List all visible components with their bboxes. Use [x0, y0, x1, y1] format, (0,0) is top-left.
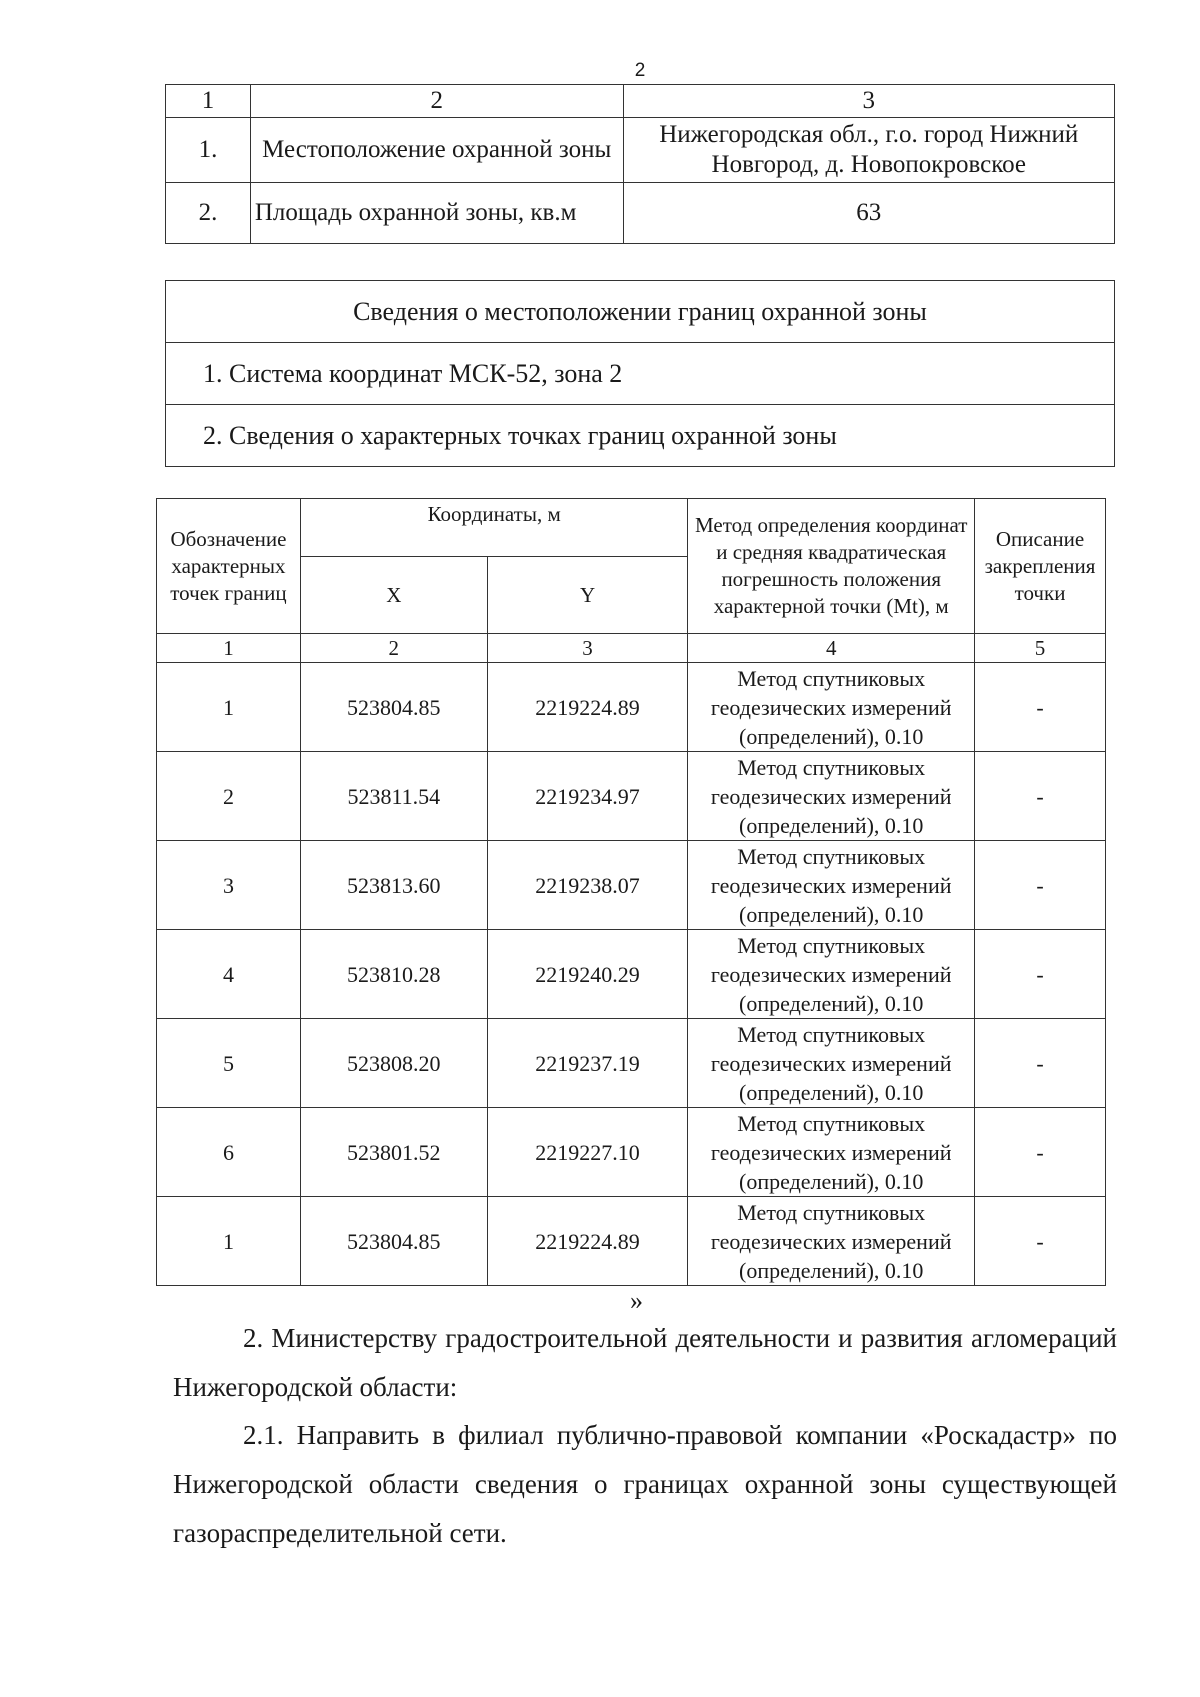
zone-info-table — [165, 84, 1115, 244]
method-line: Метод спутниковых — [737, 665, 926, 691]
closing-quote: » — [630, 1286, 643, 1315]
y-cell: 2219240.29 — [487, 930, 688, 1019]
header-cell: 3 — [623, 85, 1114, 118]
method-line: Метод спутниковых — [737, 1199, 926, 1225]
table-row — [166, 118, 1115, 183]
row-value — [623, 118, 1114, 183]
x-cell: 523801.52 — [300, 1108, 487, 1197]
table-row — [157, 663, 1106, 752]
point-cell: 5 — [157, 1019, 301, 1108]
method-cell — [688, 752, 975, 841]
table-row — [157, 930, 1106, 1019]
y-cell: 2219234.97 — [487, 752, 688, 841]
method-line: Метод спутниковых — [737, 754, 926, 780]
column-numbers-row — [157, 634, 1106, 663]
method-line: геодезических измерений — [710, 1228, 952, 1254]
row-number: 2. — [166, 183, 251, 244]
method-line: (определений), 0.10 — [739, 1079, 924, 1105]
table-row — [157, 1197, 1106, 1286]
header-description: Описание закрепления точки — [975, 499, 1106, 634]
point-cell: 6 — [157, 1108, 301, 1197]
location-line: Нижегородская обл., г.о. город Нижний — [659, 121, 1079, 148]
table-row — [157, 1108, 1106, 1197]
x-cell: 523813.60 — [300, 841, 487, 930]
page-number: 2 — [634, 60, 646, 81]
method-line: геодезических измерений — [710, 783, 952, 809]
header-cell: 2 — [250, 85, 623, 118]
point-cell: 1 — [157, 1197, 301, 1286]
method-cell — [688, 1108, 975, 1197]
table-header-row — [166, 85, 1115, 118]
x-cell: 523804.85 — [300, 663, 487, 752]
point-cell: 3 — [157, 841, 301, 930]
method-line: геодезических измерений — [710, 961, 952, 987]
y-cell: 2219224.89 — [487, 1197, 688, 1286]
coordinate-system: 1. Система координат МСК-52, зона 2 — [166, 343, 1115, 405]
method-line: (определений), 0.10 — [739, 901, 924, 927]
table-header-row — [157, 499, 1106, 557]
point-cell: 4 — [157, 930, 301, 1019]
column-number: 3 — [487, 634, 688, 663]
method-cell — [688, 663, 975, 752]
point-cell: 1 — [157, 663, 301, 752]
method-line: геодезических измерений — [710, 694, 952, 720]
method-cell — [688, 841, 975, 930]
y-cell: 2219237.19 — [487, 1019, 688, 1108]
column-number: 4 — [688, 634, 975, 663]
header-cell: 1 — [166, 85, 251, 118]
table-row — [157, 752, 1106, 841]
x-cell: 523811.54 — [300, 752, 487, 841]
description-cell: - — [975, 752, 1106, 841]
table-row — [157, 1019, 1106, 1108]
header-method: Метод определения координат и средняя квадратическая погрешность положения характерной точки (Mt), м — [688, 499, 975, 634]
paragraph-text: 2.1. Направить в филиал публично-правовой компании «Роскадастр» по Нижегородской области сведения о границах охранной зоны существующей газораспределительной сети. — [173, 1420, 1117, 1548]
location-line: Новгород, д. Новопокровское — [711, 151, 1026, 178]
description-cell: - — [975, 1197, 1106, 1286]
method-line: (определений), 0.10 — [739, 990, 924, 1016]
method-line: (определений), 0.10 — [739, 1168, 924, 1194]
row-label: Площадь охранной зоны, кв.м — [250, 183, 623, 244]
row-value: 63 — [623, 183, 1114, 244]
paragraph-ministry — [173, 1314, 1117, 1412]
method-cell — [688, 1019, 975, 1108]
description-cell: - — [975, 1019, 1106, 1108]
description-cell: - — [975, 663, 1106, 752]
header-point: Обозначение характерных точек границ — [157, 499, 301, 634]
header-coords: Координаты, м — [300, 499, 687, 557]
method-line: геодезических измерений — [710, 1050, 952, 1076]
method-line: Метод спутниковых — [737, 843, 926, 869]
header-x: X — [300, 557, 487, 634]
x-cell: 523804.85 — [300, 1197, 487, 1286]
method-line: (определений), 0.10 — [739, 723, 924, 749]
method-line: геодезических измерений — [710, 872, 952, 898]
y-cell: 2219227.10 — [487, 1108, 688, 1197]
boundary-info-table — [165, 280, 1115, 467]
x-cell: 523808.20 — [300, 1019, 487, 1108]
y-cell: 2219238.07 — [487, 841, 688, 930]
paragraph-instruction — [173, 1411, 1117, 1558]
method-cell — [688, 1197, 975, 1286]
row-label: Местоположение охранной зоны — [250, 118, 623, 183]
method-line: Метод спутниковых — [737, 1110, 926, 1136]
points-heading: 2. Сведения о характерных точках границ охранной зоны — [166, 405, 1115, 467]
table-row — [157, 841, 1106, 930]
coordinates-table — [156, 498, 1106, 1286]
method-line: (определений), 0.10 — [739, 1257, 924, 1283]
method-cell — [688, 930, 975, 1019]
method-line: Метод спутниковых — [737, 932, 926, 958]
method-line: (определений), 0.10 — [739, 812, 924, 838]
column-number: 2 — [300, 634, 487, 663]
method-line: геодезических измерений — [710, 1139, 952, 1165]
description-cell: - — [975, 841, 1106, 930]
table-row — [166, 183, 1115, 244]
column-number: 5 — [975, 634, 1106, 663]
paragraph-text: 2. Министерству градостроительной деятельности и развития агломераций Нижегородской области: — [173, 1323, 1117, 1402]
section-title: Сведения о местоположении границ охранной зоны — [166, 281, 1115, 343]
method-line: Метод спутниковых — [737, 1021, 926, 1047]
header-y: Y — [487, 557, 688, 634]
description-cell: - — [975, 930, 1106, 1019]
y-cell: 2219224.89 — [487, 663, 688, 752]
point-cell: 2 — [157, 752, 301, 841]
column-number: 1 — [157, 634, 301, 663]
description-cell: - — [975, 1108, 1106, 1197]
x-cell: 523810.28 — [300, 930, 487, 1019]
row-number: 1. — [166, 118, 251, 183]
